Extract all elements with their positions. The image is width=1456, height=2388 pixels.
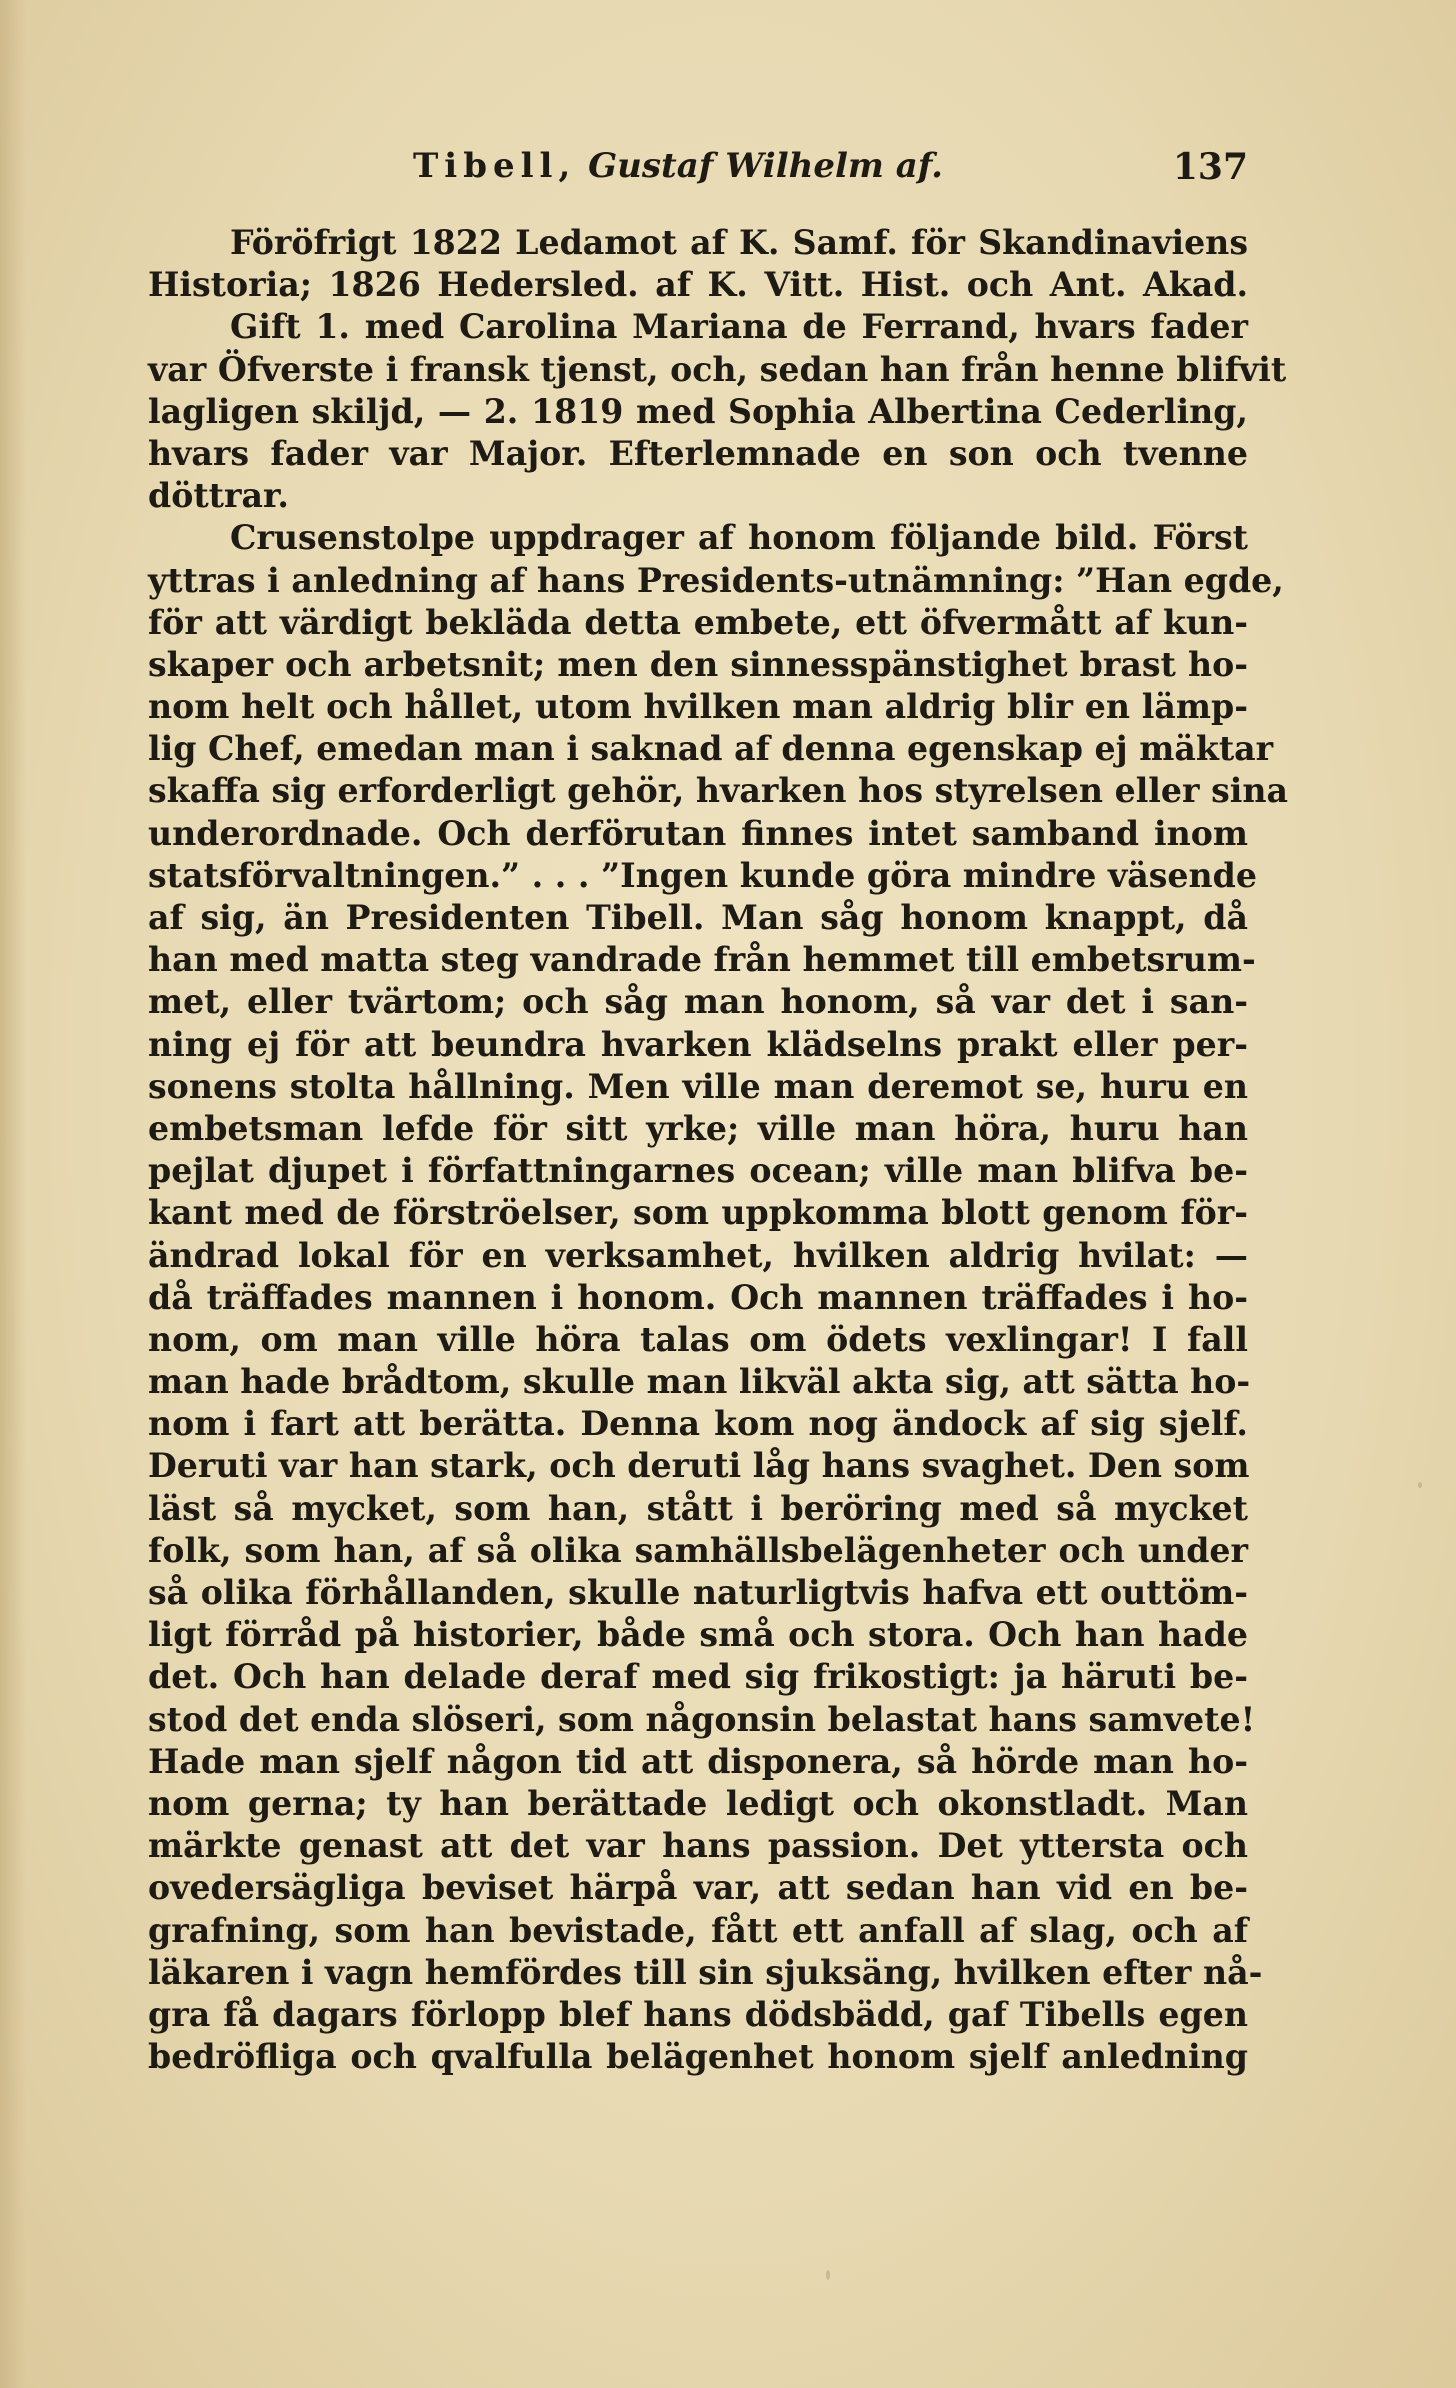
text-line: lig Chef, emedan man i saknad af denna egenskap ej mäktar [148,729,1274,769]
text-line: det. Och han delade deraf med sig frikostigt: ja häruti be- [148,1657,1248,1697]
text-line: Föröfrigt 1822 Ledamot af K. Samf. för Skandinaviens [230,223,1248,262]
text-line: lagligen skiljd, — 2. 1819 med Sophia Albertina Cederling, [148,391,1248,431]
text-line: ligt förråd på historier, både små och stora. Och han hade [148,1615,1248,1655]
text-line: läst så mycket, som han, stått i beröring med så mycket [148,1488,1248,1528]
text-line: var Öfverste i fransk tjenst, och, sedan han från henne blifvit [148,349,1287,389]
text-line: yttras i anledning af hans Presidents-utnämning: ”Han egde, [148,560,1284,600]
text-line: embetsman lefde för sitt yrke; ville man höra, huru han [148,1108,1248,1148]
running-head-surname: Tibell, [413,146,577,186]
text-line: af sig, än Presidenten Tibell. Man såg honom knappt, då [148,898,1248,937]
text-line: nom, om man ville höra talas om ödets vexlingar! I fall [148,1319,1248,1359]
text-line: gra få dagars förlopp blef hans dödsbädd, gaf Tibells egen [148,1994,1248,2034]
text-line: pejlat djupet i författningarnes ocean; ville man blifva be- [148,1151,1248,1191]
text-line: ändrad lokal för en verksamhet, hvilken aldrig hvilat: — [148,1235,1248,1275]
text-line: bedröfliga och qvalfulla belägenhet honom sjelf anledning [148,2037,1248,2077]
text-line: Gift 1. med Carolina Mariana de Ferrand, hvars fader [230,307,1248,347]
text-line: ovedersägliga beviset härpå var, att sedan han vid en be- [148,1868,1248,1908]
ink-spot [826,2270,830,2280]
text-line: stod det enda slöseri, som någonsin belastat hans samvete! [148,1699,1256,1739]
text-line: folk, som han, af så olika samhällsbelägenheter och under [148,1530,1248,1570]
text-line: kant med de förströelser, som uppkomma blott genom för- [148,1193,1248,1233]
text-line: nom i fart att berätta. Denna kom nog ändock af sig sjelf. [148,1404,1248,1444]
running-head [413,146,943,186]
text-line: så olika förhållanden, skulle naturligtvis hafva ett outtöm- [148,1573,1248,1612]
text-line: Historia; 1826 Hedersled. af K. Vitt. Hist. och Ant. Akad. [148,265,1248,305]
page-edge-shadow [0,0,26,2388]
text-line: då träffades mannen i honom. Och mannen träffades i ho- [148,1277,1248,1317]
text-line: för att värdigt bekläda detta embete, ett öfvermått af kun- [148,602,1248,642]
text-line: Crusenstolpe uppdrager af honom följande bild. Först [230,518,1248,558]
text-line: sonens stolta hållning. Men ville man deremot se, huru en [148,1066,1248,1106]
text-line: nom helt och hållet, utom hvilken man aldrig blir en lämp- [148,687,1248,727]
text-line: grafning, som han bevistade, fått ett anfall af slag, och af [148,1910,1248,1950]
body-text [148,222,1288,2078]
text-line: han med matta steg vandrade från hemmet till embetsrum- [148,940,1256,980]
text-line: döttrar. [148,476,289,516]
text-line: hvars fader var Major. Efterlemnade en son och tvenne [148,433,1248,473]
text-line: nom gerna; ty han berättade ledigt och okonstladt. Man [148,1783,1248,1823]
text-line: met, eller tvärtom; och såg man honom, så var det i san- [148,982,1248,1022]
text-line: skaffa sig erforderligt gehör, hvarken hos styrelsen eller sina [148,771,1288,811]
text-line: man hade brådtom, skulle man likväl akta sig, att sätta ho- [148,1362,1251,1402]
text-line: statsförvaltningen.” . . . ”Ingen kunde göra mindre väsende [148,855,1257,895]
text-line: skaper och arbetsnit; men den sinnesspänstighet brast ho- [148,644,1248,684]
text-line: märkte genast att det var hans passion. Det yttersta och [148,1826,1248,1866]
text-line: ning ej för att beundra hvarken klädselns prakt eller per- [148,1024,1248,1064]
text-line: Deruti var han stark, och deruti låg hans svaghet. Den som [148,1446,1250,1486]
text-line: Hade man sjelf någon tid att disponera, så hörde man ho- [148,1741,1248,1781]
page-header [148,146,1248,196]
text-line: läkaren i vagn hemfördes till sin sjuksäng, hvilken efter nå- [148,1952,1263,1992]
text-line: underordnade. Och derförutan finnes intet samband inom [148,813,1248,853]
running-head-given-names: Gustaf Wilhelm af. [588,146,943,186]
ink-spot [1418,1482,1422,1488]
page-number: 137 [1172,146,1248,188]
